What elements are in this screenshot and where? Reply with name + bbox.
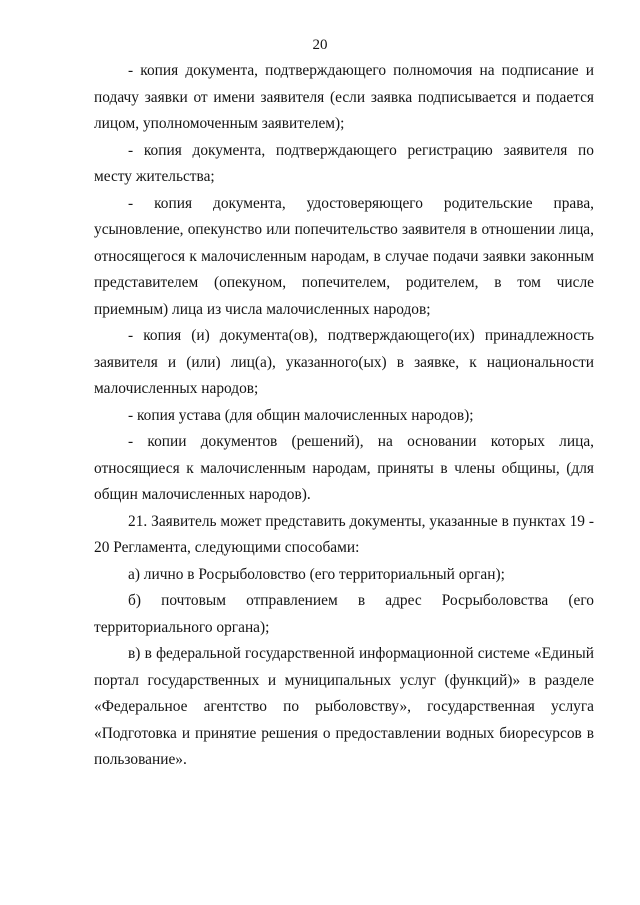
paragraph-authority-copy: - копия документа, подтверждающего полномочия на подписание и подачу заявки от имени заявителя (если заявка подписывается и подается лицом, уполномоченным заявителем); <box>94 62 594 132</box>
paragraph-method-post: б) почтовым отправлением в адрес Росрыболовства (его территориального органа); <box>94 592 594 636</box>
paragraph-membership-copy: - копии документов (решений), на основании которых лица, относящиеся к малочисленным народам, приняты в члены общины, (для общин малочисленных народов). <box>94 433 594 503</box>
paragraph-method-in-person: а) лично в Росрыболовство (его территориальный орган); <box>128 565 505 583</box>
paragraph-parental-rights-copy: - копия документа, удостоверяющего родительские права, усыновление, опекунство или попечительство заявителя в отношении лица, относящегося к малочисленным народам, в случае подачи заявки законным представителем (опекуном, попечителем, родителем, в том числе приемным) лица из числа малочисленных народов; <box>94 194 594 318</box>
paragraph-registration-copy: - копия документа, подтверждающего регистрацию заявителя по месту жительства; <box>94 141 594 185</box>
paragraph-clause-21: 21. Заявитель может представить документы, указанные в пунктах 19 - 20 Регламента, следующими способами: <box>94 512 594 556</box>
paragraph-nationality-copy: - копия (и) документа(ов), подтверждающего(их) принадлежность заявителя и (или) лиц(а), указанного(ых) в заявке, к национальности малочисленных народов; <box>94 327 594 397</box>
paragraph-charter-copy: - копия устава (для общин малочисленных народов); <box>128 406 474 424</box>
document-body <box>94 58 594 774</box>
page-number: 20 <box>312 37 328 53</box>
paragraph-method-portal: в) в федеральной государственной информационной системе «Единый портал государственных и муниципальных услуг (функций)» в разделе «Федеральное агентство по рыболовству», государственная услуга «Подготовка и принятие решения о предоставлении водных биоресурсов в пользование». <box>94 645 594 768</box>
